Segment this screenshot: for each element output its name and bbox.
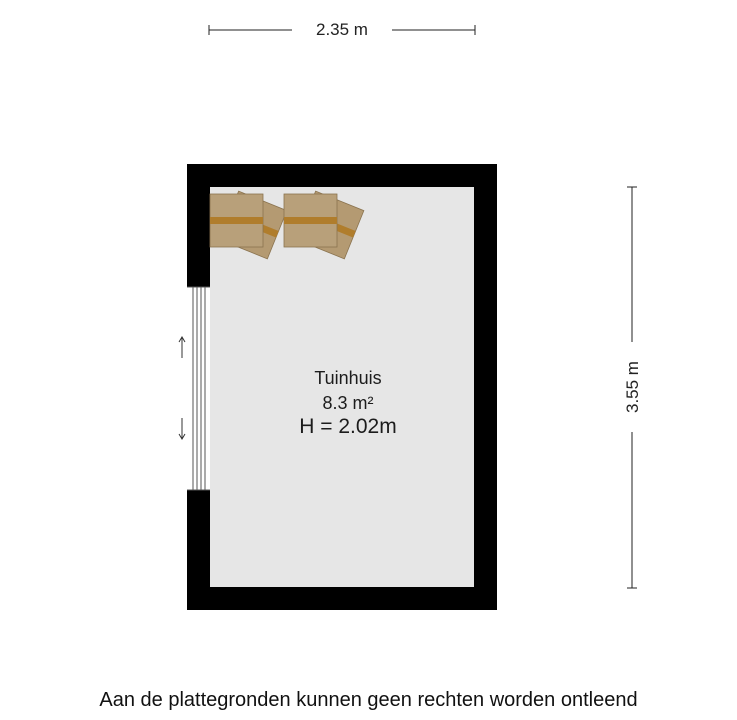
height-dimension-label: 3.55 m	[622, 342, 644, 432]
window	[187, 287, 210, 490]
width-dimension-label: 2.35 m	[292, 19, 392, 41]
room-name: Tuinhuis	[314, 368, 382, 388]
disclaimer-text: Aan de plattegronden kunnen geen rechten worden ontleend	[99, 689, 638, 711]
slide-arrow-up-icon	[179, 337, 185, 358]
room-height: H = 2.02m	[299, 415, 397, 438]
slide-arrow-down-icon	[179, 418, 185, 439]
room-area: 8.3 m²	[322, 393, 374, 413]
